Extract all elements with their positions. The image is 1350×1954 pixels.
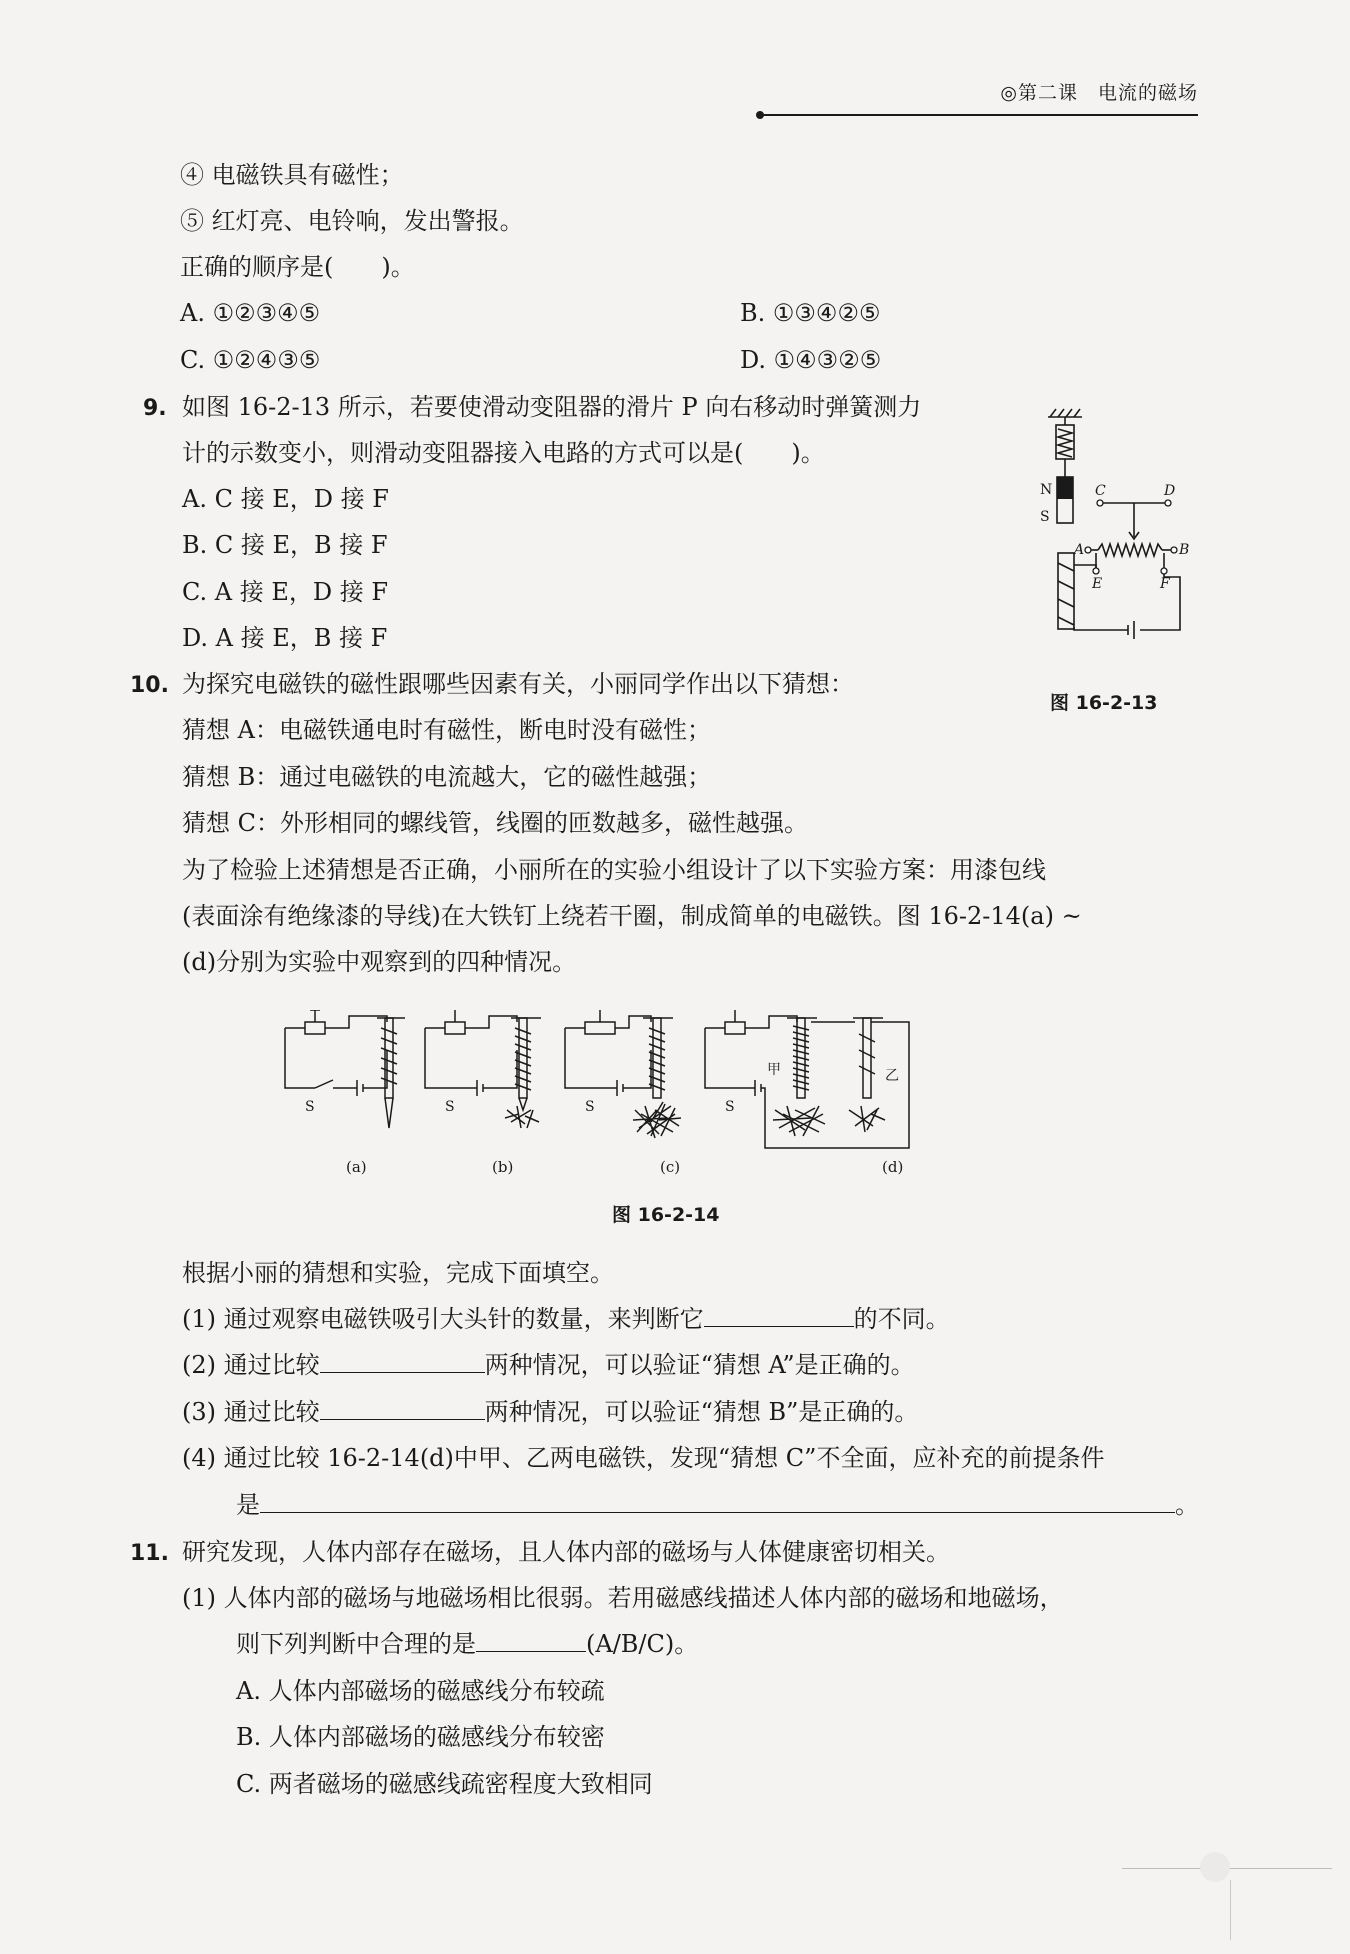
footer-vertical-rule [1230,1880,1231,1940]
q10-after: 根据小丽的猜想和实验，完成下面填空。 [182,1259,614,1287]
q11-option-b[interactable]: B. 人体内部磁场的磁感线分布较密 [236,1723,605,1751]
q9-number [143,390,167,426]
fig14-a-circuit [285,1010,405,1128]
q10-fill-3 [182,1395,918,1429]
fig13-label-e: E [1092,576,1103,592]
q10-fill-4-blank[interactable] [260,1490,1175,1513]
q11-part1-blank[interactable] [476,1629,586,1652]
q10-fill-4-before: 是 [236,1491,260,1519]
q11-part1-before: 则下列判断中合理的是 [236,1630,476,1658]
q10-fill-1-before: (1) 通过观察电磁铁吸引大头针的数量，来判断它 [182,1305,704,1333]
fig14-b-caption: (b) [492,1158,514,1176]
fig14-d-switch-label: S [725,1099,735,1115]
q10-design-line3: (d)分别为实验中观察到的四种情况。 [182,948,577,976]
q11-part1-line1: (1) 人体内部的磁场与地磁场相比很弱。若用磁感线描述人体内部的磁场和地磁场， [182,1584,1064,1612]
q8-option-b[interactable]: B. ①③④②⑤ [740,299,881,327]
fig14-c-switch-label: S [585,1099,595,1115]
q10-num: 10. [130,673,169,698]
q11-num: 11. [130,1541,169,1566]
q10-fill-4-line2 [236,1488,1199,1522]
fig14-c-caption: (c) [660,1158,681,1176]
figure-16-2-13 [1030,405,1210,675]
q9-option-b[interactable]: B. C 接 E，B 接 F [182,531,388,559]
q11-part1-line2 [236,1627,698,1661]
header-dot [756,111,764,119]
q11-part1-after: (A/B/C)。 [586,1630,699,1658]
q10-fill-2-blank[interactable] [320,1350,485,1373]
q8-option-a[interactable]: A. ①②③④⑤ [180,299,321,327]
q10-guess-b: 猜想 B：通过电磁铁的电流越大，它的磁性越强； [182,763,712,791]
fig13-label-s: S [1040,509,1050,525]
page-header [760,78,1198,118]
fig14-d-jia: 甲 [767,1062,781,1078]
figure-16-2-13-caption: 图 16-2-13 [1050,692,1158,714]
q10-guess-a: 猜想 A：电磁铁通电时有磁性，断电时没有磁性； [182,716,711,744]
q10-fill-4-after: 。 [1175,1491,1199,1519]
q8-option-d[interactable]: D. ①④③②⑤ [740,346,882,374]
fig13-label-n: N [1040,482,1053,498]
q8-item5: ⑤ 红灯亮、电铃响，发出警报。 [180,207,524,235]
q11-intro: 研究发现，人体内部存在磁场，且人体内部的磁场与人体健康密切相关。 [182,1538,950,1566]
figure-16-2-14 [275,1010,1045,1180]
q10-intro: 为探究电磁铁的磁性跟哪些因素有关，小丽同学作出以下猜想： [182,670,854,698]
page-number-circle [1200,1852,1230,1882]
q8-prompt: 正确的顺序是( )。 [180,253,415,281]
fig13-label-b: B [1179,542,1190,558]
q10-fill-3-after: 两种情况，可以验证“猜想 B”是正确的。 [484,1398,919,1426]
q10-design-line1: 为了检验上述猜想是否正确，小丽所在的实验小组设计了以下实验方案：用漆包线 [182,856,1046,884]
q9-stem-line1: 如图 16-2-13 所示，若要使滑动变阻器的滑片 P 向右移动时弹簧测力 [182,393,922,421]
q11-number [130,1535,169,1571]
q10-fill-2 [182,1348,915,1382]
q9-option-a[interactable]: A. C 接 E，D 接 F [182,485,389,513]
fig13-label-c: C [1095,483,1106,499]
fig14-d-yi: 乙 [885,1068,899,1084]
fig13-label-a: A [1074,542,1085,558]
q9-option-c[interactable]: C. A 接 E，D 接 F [182,578,389,606]
q10-fill-3-before: (3) 通过比较 [182,1398,320,1426]
q11-option-a[interactable]: A. 人体内部磁场的磁感线分布较疏 [236,1677,605,1705]
q10-fill-1-after: 的不同。 [853,1305,950,1333]
q9-stem-line2: 计的示数变小，则滑动变阻器接入电路的方式可以是( )。 [182,439,825,467]
header-title: ◎第二课 电流的磁场 [1000,82,1198,104]
q10-number [130,667,169,703]
fig14-a-caption: (a) [346,1158,367,1176]
q8-item4: ④ 电磁铁具有磁性； [180,161,404,189]
q9-option-d[interactable]: D. A 接 E，B 接 F [182,624,388,652]
header-rule [760,114,1198,116]
figure-16-2-14-caption: 图 16-2-14 [612,1204,720,1226]
q10-fill-1-blank[interactable] [704,1304,854,1327]
q10-fill-1 [182,1302,950,1336]
q10-fill-2-before: (2) 通过比较 [182,1351,320,1379]
fig13-label-d: D [1164,483,1176,499]
q10-fill-4-line1: (4) 通过比较 16-2-14(d)中甲、乙两电磁铁，发现“猜想 C”不全面，应补充的前提条件 [182,1444,1105,1472]
q11-option-c[interactable]: C. 两者磁场的磁感线疏密程度大致相同 [236,1770,653,1798]
q9-num: 9. [143,396,167,421]
q8-option-c[interactable]: C. ①②④③⑤ [180,346,321,374]
q10-guess-c: 猜想 C：外形相同的螺线管，线圈的匝数越多，磁性越强。 [182,809,808,837]
fig14-b-switch-label: S [445,1099,455,1115]
fig13-label-f: F [1160,576,1170,592]
q10-fill-3-blank[interactable] [320,1397,485,1420]
q10-fill-2-after: 两种情况，可以验证“猜想 A”是正确的。 [484,1351,915,1379]
q10-design-line2: (表面涂有绝缘漆的导线)在大铁钉上绕若干圈，制成简单的电磁铁。图 16-2-14(a) ~ [182,902,1082,930]
fig14-d-caption: (d) [882,1158,904,1176]
fig14-a-switch-label: S [305,1099,315,1115]
